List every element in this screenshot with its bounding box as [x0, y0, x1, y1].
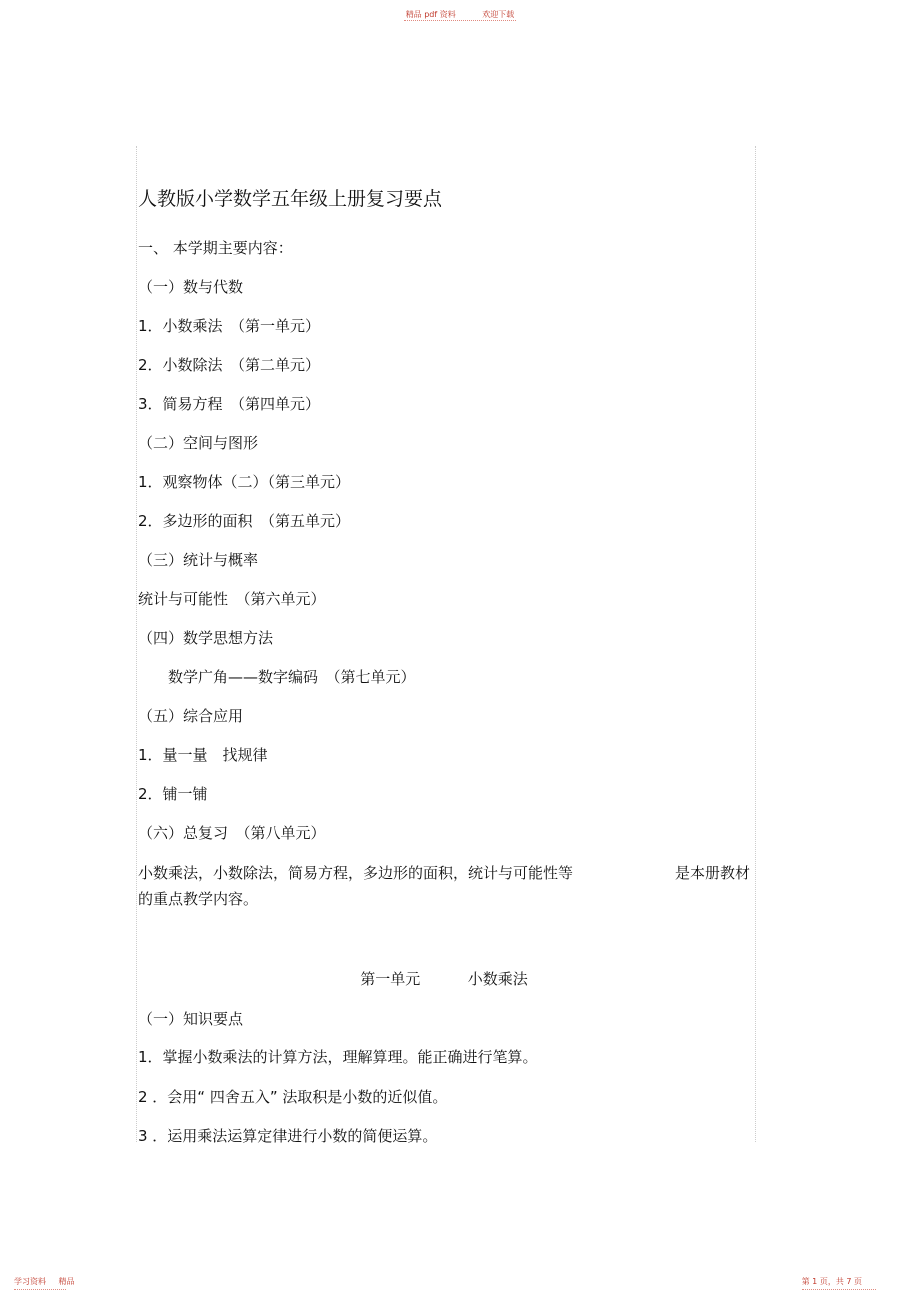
- header-watermark: [0, 9, 920, 20]
- text-line: （六）总复习 （第八单元）: [138, 824, 326, 842]
- section-heading: [138, 968, 750, 989]
- section-title: 小数乘法: [467, 970, 528, 988]
- text-line: 2．多边形的面积 （第五单元）: [138, 512, 351, 530]
- footer-left-a: 学习资料: [14, 1277, 46, 1286]
- text-line: 3．简易方程 （第四单元）: [138, 395, 321, 413]
- section-unit: 第一单元: [360, 970, 421, 988]
- summary-part-2: 是本册教材: [674, 864, 750, 882]
- text-line: 数学广角——数字编码 （第七单元）: [138, 668, 416, 686]
- text-line: 1．观察物体（二）（第三单元）: [138, 473, 351, 491]
- text-line: （五）综合应用: [138, 707, 244, 725]
- text-line: 2．小数除法 （第二单元）: [138, 356, 321, 374]
- summary-part-3: 的重点教学内容。: [138, 890, 259, 908]
- text-line: 1．小数乘法 （第一单元）: [138, 317, 321, 335]
- text-line: 1．量一量 找规律: [138, 746, 268, 764]
- watermark-right-text: 欢迎下载: [482, 10, 515, 19]
- footer-right-divider: [802, 1289, 876, 1290]
- text-line: （二）空间与图形: [138, 434, 259, 452]
- summary-part-1: 小数乘法，小数除法，简易方程，多边形的面积，统计与可能性等: [138, 864, 574, 882]
- text-line: 统计与可能性 （第六单元）: [138, 590, 326, 608]
- text-line: （三）统计与概率: [138, 551, 259, 569]
- text-line: 一、 本学期主要内容：: [138, 239, 293, 257]
- footer-left-b: 精品: [58, 1277, 75, 1286]
- watermark-left-text: 精品 pdf 资料: [405, 10, 456, 19]
- summary-paragraph: [138, 860, 750, 912]
- text-line: （一）数与代数: [138, 278, 244, 296]
- header-divider: [404, 20, 516, 21]
- footer-left-divider: [14, 1289, 66, 1290]
- point-item: 2 ．会用“ 四舍五入” 法取积是小数的近似值。: [138, 1088, 448, 1106]
- text-line: 2．铺一铺: [138, 785, 208, 803]
- point-item: 3 ．运用乘法运算定律进行小数的简便运算。: [138, 1127, 438, 1145]
- subsection-heading: （一）知识要点: [138, 1010, 244, 1028]
- footer-left: [14, 1276, 85, 1287]
- document-title: 人教版小学数学五年级上册复习要点: [138, 188, 443, 210]
- point-item: 1．掌握小数乘法的计算方法，理解算理。能正确进行笔算。: [138, 1048, 538, 1066]
- text-line: （四）数学思想方法: [138, 629, 274, 647]
- page-indicator: 第 1 页，共 7 页: [801, 1277, 862, 1286]
